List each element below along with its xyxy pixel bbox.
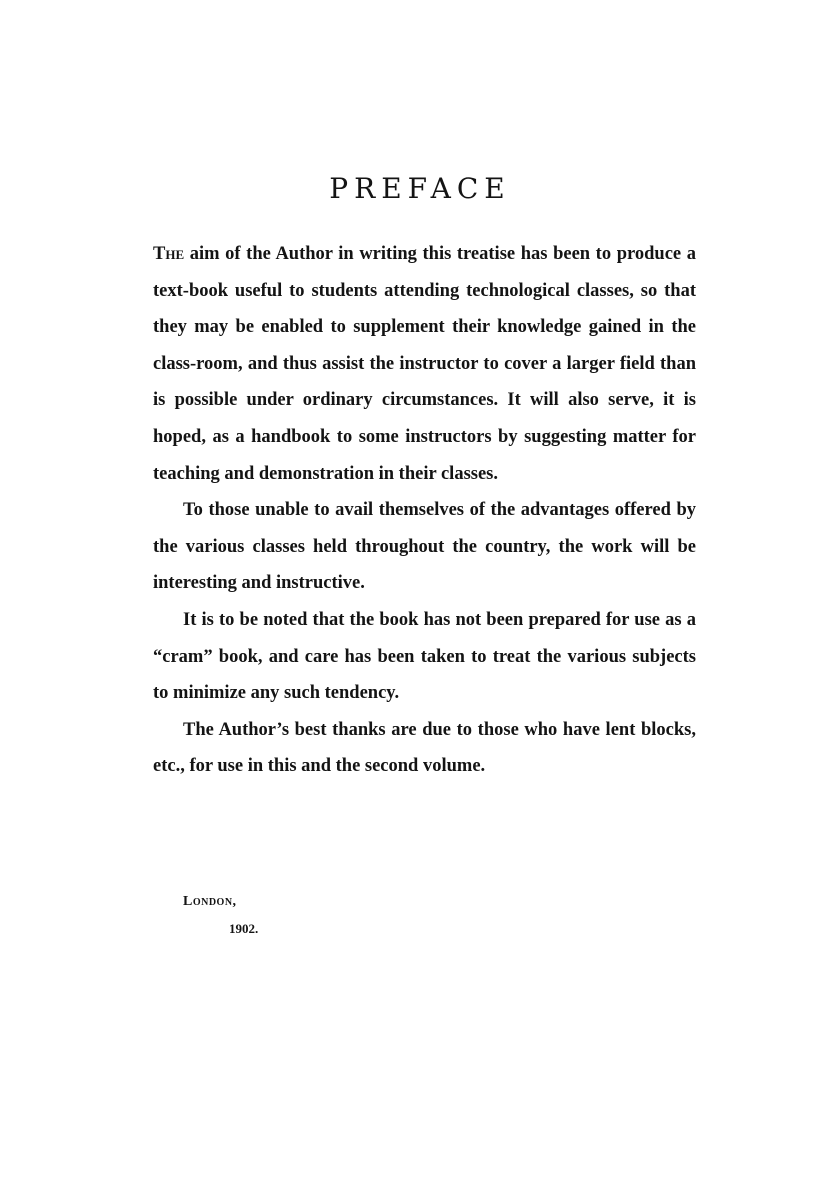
paragraph-2: To those unable to avail themselves of the advantages offered by the various classes held throughout the country, the work will be interesting and instructive. [153,500,696,594]
paragraph-3: It is to be noted that the book has not been prepared for use as a “cram” book, and care has been taken to treat the various subjects to minimize any such tendency. [153,609,696,704]
lead-word: The [153,244,185,264]
paragraph-1-text: aim of the Author in writing this treatise has been to produce a text-book useful to students attending technological classes, so that they may be enabled to supplement their knowledge gained in the class-room, and thus assist the instructor to cover a larger field than is possible under ordinary circumstances. It will also serve, it is hoped, as a handbook to some instructors by suggesting matter for teaching and demonstration in their classes. [153,244,696,484]
paragraph-4: The Author’s best thanks are due to those who have lent blocks, etc., for use in this and the second volume. [153,719,696,777]
signoff-place: London, [183,894,237,909]
preface-body [153,236,696,785]
signoff [183,888,258,942]
signoff-date: 1902. [229,921,259,936]
paragraph-1 [153,236,696,492]
page-title: PREFACE [329,172,511,205]
